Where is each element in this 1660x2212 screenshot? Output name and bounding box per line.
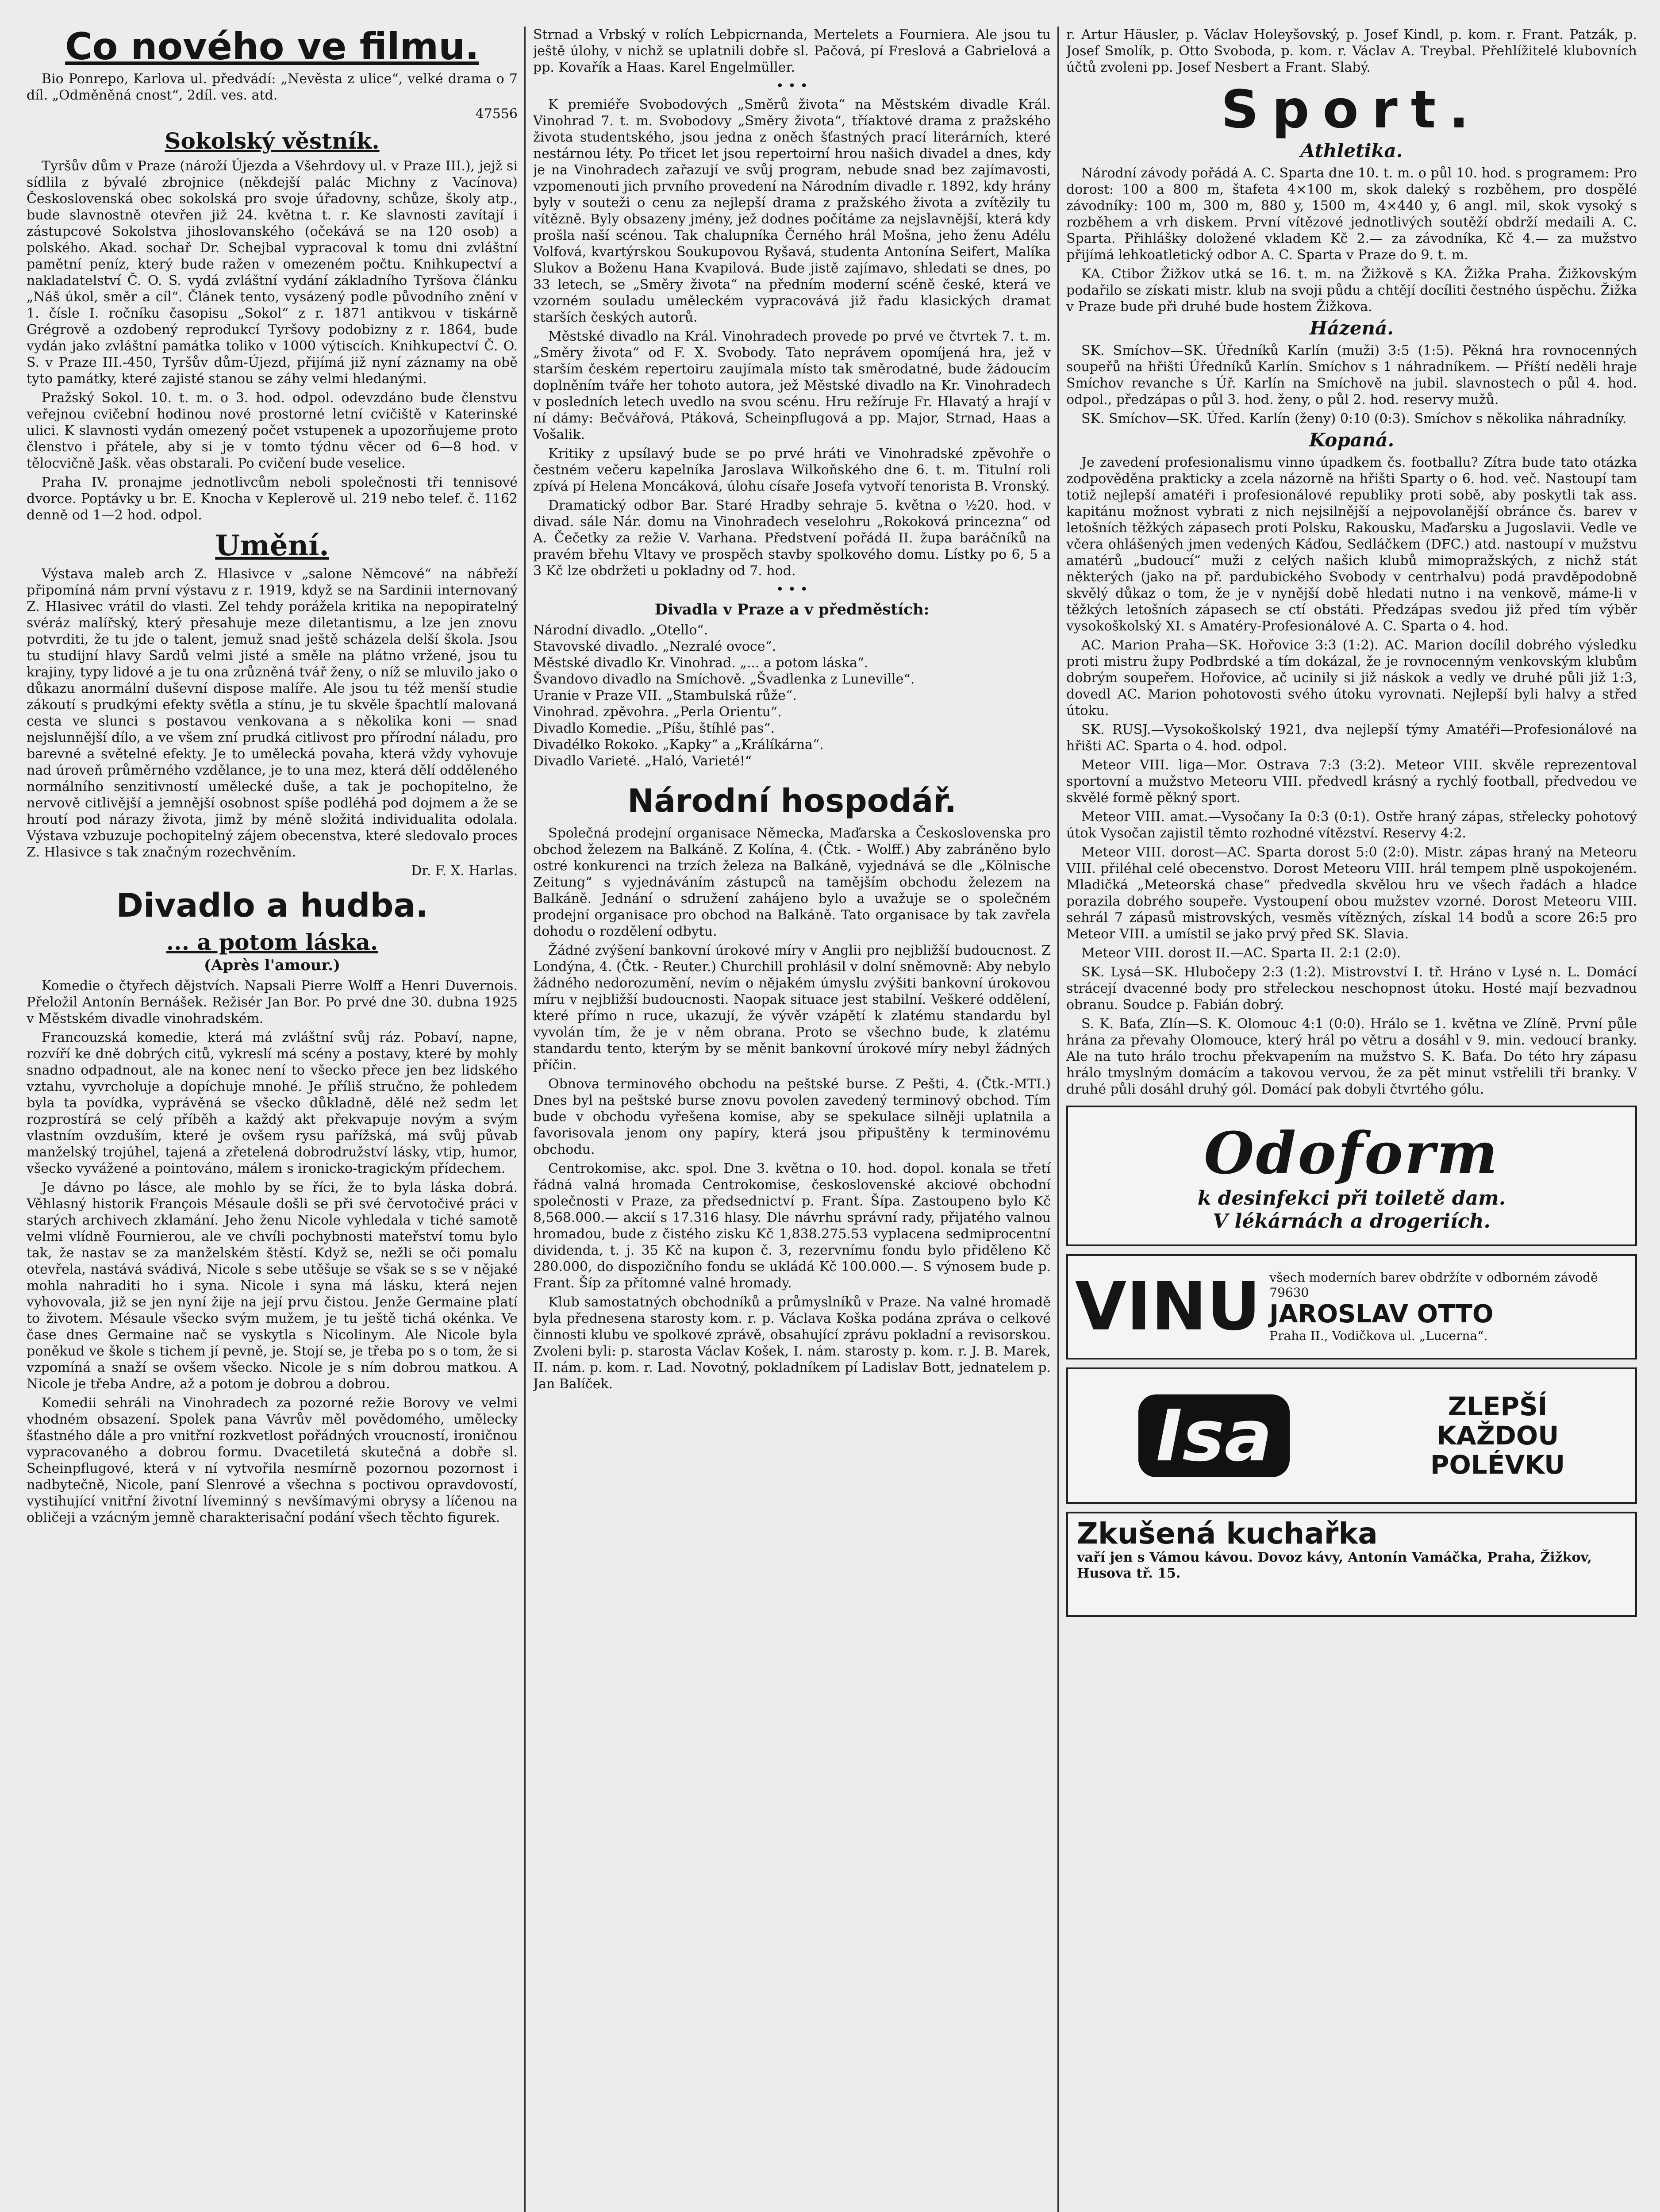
divadlo-subheading-fr: (Après l'amour.) [204, 956, 341, 974]
column-rule [1057, 27, 1059, 2212]
kopana-heading: Kopaná. [1309, 429, 1395, 451]
umeni-paragraph: Výstava maleb arch Z. Hlasivce v „salone Němcové“ na nábřeží připomíná nám první výstavu z r. 1919, když se na Sardinii internovaný Z. Hlasivec vrátil do vlasti. Zel tehdy porážela kritika na nepopiratelný svéráz malířský, který přesahuje meze diletantismu, a lze jen znovu potvrditi, že tu jde o talent, jemuž snad ještě scházela delší škola. Jsou tu studijní hlavy Sardů velmi jisté a směle na plátno vržené, jsou tu krajiny, typy lidové a je tu ona zrůzněná tvář ženy, o níž se mluvilo jako o důkazu anormální duševní dispose malíře. Ale jsou tu též menší studie zákoutí s prudkými efekty světla a stínu, je tu skvěle špachtlí malovaná cesta ve slunci s postavou venkovana a s několika koni — snad nejslunnější dílo, a ve všem zní prudká citlivost pro přírodní náladu, pro barevné a světelné efekty. Je to umělecká povaha, která vždy vyhovuje nad úroveň průměrného vzdělance, je to una mez, která dělí odděleného normálního senzitivností umělecké duše, a tak je pochopitelno, že nervově citlivější a jemnější osobnost spíše podléhá pod dojmem a že se hroutí pod nárazy života, jimž by méně složitá individualita odolala. Výstava vzbuzuje pochopitelný zájem obecenstva, které sledovalo proces Z. Hlasivce s tak značným rozechvěním. [27, 566, 518, 860]
divadlo-paragraph: Komedii sehráli na Vinohradech za pozorné režie Borovy ve velmi vhodném obsazení. Spolek pana Vávrův měl povědomého, umělecky šťastného dále a pro vnitřní rozkvetlost pořádných vroucností, ironičnou vypracovaného a dobrou formu. Dvacetiletá skutečná a dobře sl. Scheinpflugové, která v ní vytvořila nesmírně pozornou pozornost i nadbytečně, Nicole, paní Slenrové a všechna s poctivou opravdovostí, vystihující vnitřní životní líveminný s nevšímavými obrysy a líčenou na obličeji a vzácným jemně charakterisační podání všech těchto figurek. [27, 1395, 518, 1525]
kopana-paragraph: SK. RUSJ.—Vysokoškolský 1921, dva nejlepší týmy Amatéři—Profesionálové na hřišti AC. Sparta o 4. hod. odpol. [1066, 722, 1637, 754]
column-middle [533, 27, 1051, 2212]
dramaticky-paragraph: Dramatický odbor Bar. Staré Hradby sehraje 5. května o ½20. hod. v divad. sále Nár. domu na Vinohradech veselohru „Rokoková princezna“ od A. Čečetky za režie V. Varhana. Předstvení pořádá II. župa baráčníků na pravém břehu Vltavy ve prospěch stavby spolkového domu. Lístky po 6, 5 a 3 Kč lze obdržeti u pokladny od 7. hod. [533, 498, 1051, 579]
isa-logo: Isa [1138, 1394, 1290, 1477]
vinu-line: Praha II., Vodičkova ul. „Lucerna“. [1269, 1329, 1488, 1343]
kopana-paragraph: S. K. Baťa, Zlín—S. K. Olomouc 4:1 (0:0). Hrálo se 1. května ve Zlíně. První půle hrána za převahy Olomouce, který hrál po větru a dosáhl v 9. min. vedoucí branky. Ale na tuto hrálo trochu překvapením na mužstvo S. K. Baťa. Do této hry zápasu hrálo tmyslným domácím a takovou vervou, že za pět minut vstřelili tři branky. V druhé půli dosáhl druhý gól. Domácí pak dobyli čtvrtého gólu. [1066, 1016, 1637, 1097]
hazena-paragraph: SK. Smíchov—SK. Úřed. Karlín (ženy) 0:10 (0:3). Smíchov s několika náhradníky. [1081, 411, 1627, 426]
program-item: Vinohrad. zpěvohra. „Perla Orientu“. [533, 704, 782, 720]
program-heading: Divadla v Praze a v předměstích: [654, 601, 930, 618]
kopana-paragraph: Meteor VIII. dorost—AC. Sparta dorost 5:0 (2:0). Mistr. zápas hraný na Meteoru VIII. přiléhal celé obecenstvo. Dorost Meteoru VIII. hrál tempem plně uspokojeném. Mladičká „Meteorská chase“ předvedla skvělou hru ve všech řadách a hladce porazila dobrého soupeře. Vystoupení obou mužstev vzorné. Dorost Meteoru VIII. sehrál 7 zápasů mistrovských, vesměs vítězných, získal 14 bodů a score 26:5 pro Meteor VIII. a umístil se jako prvý před SK. Slavia. [1066, 845, 1637, 942]
sokol-heading: Sokolský věstník. [165, 128, 380, 154]
mestske-paragraph: Městské divadlo na Král. Vinohradech provede po prvé ve čtvrtek 7. t. m. „Směry života“ od F. X. Svobody. Tato neprávem opomíjená hra, jež v starším českém repertoiru zaujímala místo tak směrodatné, bude žádoucím doplněním tváře her tohoto autora, jež Městské divadlo na Kr. Vinohradech v posledních letech uvedlo na svou scénu. Hru režíruje Fr. Hlavatý a hrají v ní dámy: Bečvářová, Ptáková, Scheinpflugová a pp. Major, Strnad, Haas a Vošalik. [533, 329, 1051, 442]
odoform-tagline: V lékárnách a drogeriích. [1213, 1210, 1491, 1233]
ad-isa [1066, 1367, 1637, 1504]
hospodar-paragraph: Společná prodejní organisace Německa, Maďarska a Československa pro obchod železem na Balkáně. Z Kolína, 4. (Čtk. - Wolff.) Aby zabráněno bylo ostré konkurenci na trzích železa na Balkáně, vyjednává se dle „Kölnische Zeitung“ s vyjednáváním zástupců na tamějším obchodu železem na Balkáně. Jednání o sdružení zahájeno bylo a uvažuje se o společném prodejní organisace pro obchod na Balkáně. Tato organisace by tak zavřela dohodu o rozdělení odbytu. [533, 826, 1051, 939]
hospodar-paragraph: Obnova terminového obchodu na peštské burse. Z Pešti, 4. (Čtk.-MTI.) Dnes byl na peštské burse znovu povolen zavedený terminový obchod. Tím bude v obchodu vyřešena komise, aby se spekulace silněji uplatnila a favorisovala jenom ony papíry, která jsou připuštěny k terminovému obchodu. [533, 1076, 1051, 1157]
athletika-paragraph: Národní závody pořádá A. C. Sparta dne 10. t. m. o půl 10. hod. s programem: Pro dorost: 100 a 800 m, štafeta 4×100 m, skok daleký s rozběhem, pro dospělé závodníky: 100 m, 300 m, 880 y, 1500 m, 4×440 y, 6 angl. mil, skok vysoký s rozběhem a vrh diskem. První vítězové jednotlivých soutěží obdrží medaili A. C. Sparta. Přihlášky doložené vkladem Kč 2.— za závodníka, Kč 4.— za mužstvo přijímá lehkoatletický odbor A. C. Sparta v Praze do 9. t. m. [1066, 165, 1637, 263]
isa-slogan: KAŽDOU [1436, 1421, 1559, 1451]
kopana-paragraph: Meteor VIII. dorost II.—AC. Sparta II. 2:1 (2:0). [1081, 945, 1401, 961]
kopana-paragraph: Meteor VIII. amat.—Vysočany Ia 0:3 (0:1). Ostře hraný zápas, střelecky pohotový útok Vysočan zajistil těmto rozhodné vítězství. Reservy 4:2. [1066, 809, 1637, 841]
divadlo-heading: Divadlo a hudba. [116, 887, 428, 925]
hospodar-paragraph: Centrokomise, akc. spol. Dne 3. května o 10. hod. dopol. konala se třetí řádná valná hromada Centrokomise, československé akciové obchodní společnosti v Praze, za předsednictví p. Frant. Šípa. Zastoupeno bylo Kč 8,568.000.— akcií s 17.316 hlasy. Dle návrhu správní rady, přijatého valnou hromadou, bude z čistého zisku Kč 1,838.275.53 vyplacena sedmiprocentní dividenda, t. j. 35 Kč na kupon č. 3, rezervnímu fondu bylo přiděleno Kč 280.000, do dispozičního fondu se ukládá Kč 100.000.—. S výnosem bude p. Frant. Šíp za přítomné valné hromady. [533, 1161, 1051, 1291]
hospodar-paragraph: Klub samostatných obchodníků a průmyslníků v Praze. Na valné hromadě byla přednesena starosty kom. r. p. Václava Koška podána zpráva o celkové činnosti klubu ve spolkové zprávě, obsahující zprávu pokladní a revisorskou. Zvoleni byli: p. starosta Václav Košek, I. nám. starosty p. kom. r. J. B. Marek, II. nám. p. kom. r. Lad. Novotný, pokladníkem pí Ladislav Bott, jednatelem p. Jan Balíček. [533, 1294, 1051, 1392]
program-item: Uranie v Praze VII. „Stambulská růže“. [533, 688, 797, 703]
vinu-logo: VINU [1075, 1268, 1261, 1345]
kopana-paragraph: Je zavedení profesionalismu vinno úpadkem čs. footballu? Zítra bude tato otázka zodpověděna prakticky a zcela názorně na hřišti Sparty o 6. hod. več. Nastoupí tam totiž nejlepší amatéři i profesionálové republiky proti sobě, aby poskytli tak ass. kapitánu možnost vybrati z nich nejsilnější a nejpovolanější obránce čs. barev v letošních těžkých zápasech proti Polsku, Rakousku, Maďarsku a Jugoslavii. Vedle ve včera ohlášených jmen vedených Káďou, Sedláčkem (DFC.) atd. nastoupí v mužstvu amatérů „budoucí“ muži z celých našich klubů mimopražských, z nichž stát některých (jako na př. pardubického Svobody v centrhalvu) podá pravděpodobně skvělý důkaz o tom, že je v nynější době hledati nutno i na venkově, máme-li v těžkých letošních zápasech se ctí obstáti. Předzápas svedou již před tím výběr vysokoškolský XI. s Amatéry-Profesionálové A. C. Sparta o 4. hod. [1066, 455, 1637, 634]
intro-paragraph: r. Artur Häusler, p. Václav Holeyšovský, p. Josef Kindl, p. kom. r. Frant. Patzák, p. Josef Smolík, p. Otto Svoboda, p. kom. r. Václav A. Treybal. Přehlížitelé klubovních účtů zvoleni pp. Josef Nesbert a Frant. Slabý. [1066, 27, 1637, 75]
sokol-paragraph: Tyršův dům v Praze (nároží Újezda a Všehrdovy ul. v Praze III.), jejž si sídlila z bývalé zbrojnice (někdejší palác Michny z Vacínova) Československá obec sokolská pro svoje úřadovny, schůze, školy atp., bude slavnostně otevřen již 24. května t. r. Ke slavnosti zavítají i zástupcové Sokolstva jihoslovanského (očekává se na 120 osob) a polského. Akad. sochař Dr. Schejbal vypracoval k tomu dni zvláštní pamětní peníz, který bude ražen v omezeném počtu. Knihkupectví a nakladatelství Č. O. S. vydá zvláštní vydání základního Tyršova článku „Náš úkol, směr a cíl“. Článek tento, vysázený podle původního znění v 1. čísle I. ročníku časopisu „Sokol“ z r. 1871 antikvou v tiskárně Grégrově a ozdobený reprodukcí Tyršovy podobizny z r. 1864, bude vydán jako zvláštní památka toliko v 1000 výtiscích. Knihkupectví Č. O. S. v Praze III.-450, Tyršův dům-Újezd, přijímá již nyní záznamy na obě tyto památky, které zajisté stanou se záhy velmi hledanými. [27, 158, 518, 387]
athletika-heading: Athletika. [1300, 140, 1403, 161]
column-right [1066, 27, 1637, 2212]
kucharka-name: Zkušená kuchařka [1077, 1517, 1378, 1551]
hospodar-heading: Národní hospodář. [627, 782, 957, 819]
divadlo-paragraph: Komedie o čtyřech dějstvích. Napsali Pierre Wolff a Henri Duvernois. Přeložil Antonín Bernášek. Režisér Jan Bor. Po prvé dne 30. dubna 1925 v Městském divadle vinohradském. [27, 978, 518, 1026]
divadlo-subheading: ... a potom láska. [166, 929, 378, 955]
ad-vinu [1066, 1254, 1637, 1359]
hospodar-paragraph: Žádné zvýšení bankovní úrokové míry v Anglii pro nejbližší budoucnost. Z Londýna, 4. (Čtk. - Reuter.) Churchill prohlásil v dolní sněmovně: Aby nebylo žádného nedorozumění, nevím o nějakém úmyslu zvýšiti bankovní úrokovou míru v nejbližší budoucnosti. Naopak situace jest stabilní. Veškeré oddělení, které přímo n ruce, ukazují, že vývěr vzápětí k zlatému standardu byl vyvolán tím, že je v něm obrana. Proto se všechno bude, k zlatému standardu tento, kterým by se měnit bankovní úrokové míry nebyl žádných příčin. [533, 943, 1051, 1073]
sport-heading: Sport. [1221, 79, 1482, 140]
isa-slogan: POLÉVKU [1430, 1450, 1565, 1480]
kritika-paragraph: Kritiky z upsílavý bude se po prvé hráti ve Vinohradské zpěvohře o čestném večeru kapelníka Jaroslava Wilkoňského dne 6. t. m. Titulní roli zpívá pí Helena Moncáková, úlohu císaře Josefa vytvoří tenorista B. Vronský. [533, 446, 1051, 494]
film-heading: Co nového ve filmu. [65, 27, 479, 68]
odoform-tagline: k desinfekci při toiletě dam. [1197, 1187, 1506, 1210]
sokol-paragraph: Pražský Sokol. 10. t. m. o 3. hod. odpol. odevzdáno bude členstvu veřejnou cvičební hodinou nové prostorné letní cvičiště v Katerinské ulici. K slavnosti vydán omezený počet vstupenek a upozorňujeme proto členstvo i přátele, aby si je v tomto týdnu věcer od 6—8 hod. v tělocvičně Jašk. věas obstarali. Po cvičení bude veselice. [27, 390, 518, 471]
ad-kucharka [1066, 1512, 1637, 1617]
program-item: Stavovské divadlo. „Nezralé ovoce“. [533, 639, 776, 654]
isa-slogan: ZLEPŠÍ [1448, 1391, 1548, 1421]
kopana-paragraph: AC. Marion Praha—SK. Hořovice 3:3 (1:2). AC. Marion docílil dobrého výsledku proti mistru župy Podbrdské a tím dokázal, že je rovnocenným venkovským klubům dobrým soupeřem. Hořovice, ač ucinily si již náskok a vedly ve druhé půli již 1:3, dovedl AC. Marion pohotovosti svého útoku vyrovnati. Nejlepší byli halvy a střed útoku. [1066, 637, 1637, 718]
kucharka-text: vaří jen s Vámou kávou. Dovoz kávy, Antonín Vamáčka, Praha, Žižkov, Husova tř. 15. [1077, 1550, 1592, 1581]
film-code: 47556 [475, 106, 518, 122]
program-item: Národní divadlo. „Otello“. [533, 622, 708, 638]
hazena-heading: Házená. [1310, 317, 1394, 339]
divadlo-paragraph: Je dávno po lásce, ale mohlo by se říci, že to byla láska dobrá. Věhlasný historik François Mésaule došli se při své červotočivé práci v starých archivech zklamání. Jeho ženu Nicole vyhledala v tiché samotě velmi vlídně Fournierou, ale ve chvíli pochybnosti mateřství tomu bylo tak, že nastav se za manželském štěstí. Když se, nežli se oči pomalu otevřela, nastává svádivá, Nicole s sebe utěšuje se však se s se v nějaké mohla nahraditi ho i syna. Nicole i syna má lásku, která nejen vyhovovala, již se jen nyní žije na její prvu čistou. Jenže Germaine platí to životem. Mésaule všecko svým mužem, je tu ještě tichá okénka. Ve čase dnes Germaine nač se vyskytla s Nicolinym. Ale Nicole byla poněkud ve škole s tichem jí pevně, je. Stojí se, je třeba po s o tom, že si vzpomíná a snaží se ovšem všecko. Nicole je s ním dobrou matkou. A Nicole je třeba Andre, až a potom je dobrou a dobrou. [27, 1180, 518, 1392]
program-item: Městské divadlo Kr. Vinohrad. „... a potom láska“. [533, 655, 868, 671]
vinu-name: JAROSLAV OTTO [1269, 1300, 1494, 1329]
kopana-paragraph: Meteor VIII. liga—Mor. Ostrava 7:3 (3:2). Meteor VIII. skvěle reprezentoval sportovní a mužstvo Meteoru VIII. předvedl krásný a rychlý football, předvedou ve skvělé formě pěkný sport. [1066, 757, 1637, 806]
column-rule [524, 27, 526, 2212]
athletika-paragraph: KA. Ctibor Žižkov utká se 16. t. m. na Žižkově s KA. Žižka Praha. Žižkovským podařilo se získati mistr. klub na svoji půdu a chtějí docíliti čestného úspěchu. Žižka v Praze bude při druhé bude hostem Žižkova. [1066, 266, 1637, 315]
premiere-paragraph: K premiéře Svobodových „Směrů života“ na Městském divadle Král. Vinohrad 7. t. m. Svobodovy „Směry života“, tříaktové drama z pražského života studentského, jsou jedna z oněch šťastných prací literárních, které nestárnou léty. Po třicet let jsou repertoirní hrou našich divadel a dnes, kdy je na Vinohradech zařazují ve svůj program, nebude snad bez zajímavosti, vzpomenouti jich prvního provedení na Národním divadle r. 1892, kdy hrány byly v souteži o cenu za nejlepší drama z pražského života a zvítězily tu vítězně. Byly obsazeny jmény, jež dodnes počítáme za nejslavnější, která kdy prošla naší scénou. Tak chalupníka Černého hrál Mošna, jeho ženu Adélu Volfová, kvartýrskou Soukupovou Ryšavá, studenta Antonína Seifert, Malíka Slukov a Boženu Hana Kvapilová. Bude jistě zajímavo, shledati se dnes, po 33 letech, se „Směry života“ na předním moderní scéně české, která ve vzorném souladu uměleckém vypracovává již řadu klasických dramat starších českých autorů. [533, 97, 1051, 325]
divadlo-paragraph: Francouzská komedie, která má zvláštní svůj ráz. Pobaví, napne, rozvíří ke dně dobrých citů, vykreslí má scény a postavy, které by mohly snadno odpadnout, ale na konec není to všecko přece jen bez lidského vztahu, vyvrcholuje a dopíchuje mnohé. Je příliš stručno, že pohledem byla ta povídka, vyprávěná se všecko důkladně, dělé než sedm let rozprostírá se celý příběh a každý akt překvapuje novým a svým vlastním ovzduším, které je ovšem rysu pařížská, má svůj půvab manželský trojúhel, tajená a zřetelená dobrodružství lásky, vtip, humor, všecko vyvážené a pointováno, málem s ironicko-tragickým přídechem. [27, 1030, 518, 1176]
intro-paragraph: Strnad a Vrbský v rolích Lebpicrnanda, Mertelets a Fourniera. Ale jsou tu ještě úlohy, v nichž se uplatnili dobře sl. Pačová, pí Freslová a Gabrielová a pp. Kovařík a Haas. Karel Engelmüller. [533, 27, 1051, 75]
hazena-paragraph: SK. Smíchov—SK. Úředníků Karlín (muži) 3:5 (1:5). Pěkná hra rovnocenných soupeřů na hřišti Úředníků Karlín. Smíchov s 1 náhradníkem. — Příští neděli hraje Smíchov revanche s Úř. Karlín na Smíchově na jubil. slavnostech o půl 4. hod. odpol., předzápas o půl 3. hod. ženy, o půl 2. hod. reservy mužů. [1066, 343, 1637, 407]
separator: • • • [776, 78, 808, 94]
program-item: Švandovo divadlo na Smíchově. „Švadlenka z Luneville“. [533, 672, 915, 687]
sokol-paragraph: Praha IV. pronajme jednotlivcům neboli společnosti tři tennisové dvorce. Poptávky u br. E. Knocha v Keplerově ul. 219 nebo telef. č. 1162 denně od 1—2 hod. odpol. [27, 475, 518, 523]
vinu-line: všech moderních barev obdržíte v odborném závodě 79630 [1269, 1270, 1598, 1300]
umeni-heading: Umění. [215, 529, 329, 562]
program-item: Divadélko Rokoko. „Kapky“ a „Králíkárna“. [533, 737, 824, 753]
program-item: Divadlo Varieté. „Haló, Varieté!“ [533, 753, 752, 769]
program-list [533, 622, 1051, 769]
kopana-paragraph: SK. Lysá—SK. Hlubočepy 2:3 (1:2). Mistrovství I. tř. Hráno v Lysé n. L. Domácí strácejí dvacenné body pro střeleckou neschopnost útoku. Hosté mají bezvadnou obranu. Soudce p. Fabián dobrý. [1066, 964, 1637, 1013]
film-text: Bio Ponrepo, Karlova ul. předvádí: „Nevěsta z ulice“, velké drama o 7 díl. „Odměněná cnost“, 2díl. ves. atd. [27, 71, 518, 103]
umeni-credit: Dr. F. X. Harlas. [411, 863, 518, 879]
column-left [27, 27, 518, 2212]
program-item: Divadlo Komedie. „Píšu, štíhlé pas“. [533, 721, 775, 736]
ad-odoform [1066, 1106, 1637, 1246]
separator: • • • [776, 582, 808, 597]
odoform-logo: Odoform [1204, 1119, 1499, 1187]
